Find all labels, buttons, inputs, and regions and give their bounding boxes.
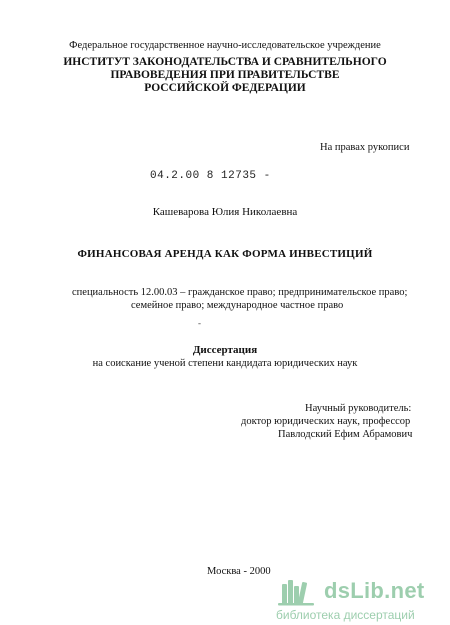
supervisor-degree: доктор юридических наук, профессор (241, 416, 411, 427)
place-and-year: Москва - 2000 (207, 566, 271, 577)
supervisor-label: Научный руководитель: (305, 403, 412, 414)
specialty-mark: - (198, 318, 201, 328)
registry-stamp: 04.2.00 8 12735 - (150, 170, 271, 182)
specialty-line-2: семейное право; международное частное право (131, 300, 344, 311)
institute-name-line-2: ПРАВОВЕДЕНИЯ ПРИ ПРАВИТЕЛЬСТВЕ (110, 69, 340, 81)
dissertation-heading: Диссертация (192, 344, 258, 356)
dissertation-subtitle: на соискание ученой степени кандидата юридических наук (92, 358, 358, 369)
watermark-logo: dsLib.net (324, 578, 425, 603)
dissertation-title: ФИНАНСОВАЯ АРЕНДА КАК ФОРМА ИНВЕСТИЦИЙ (77, 248, 373, 260)
books-icon (276, 576, 324, 606)
manuscript-rights-note: На правах рукописи (320, 142, 410, 153)
supervisor-name: Павлодский Ефим Абрамович (278, 429, 413, 440)
organization-name: Федеральное государственное научно-исследовательское учреждение (69, 40, 381, 51)
institute-name-line-3: РОССИЙСКОЙ ФЕДЕРАЦИИ (144, 82, 306, 94)
watermark-subtitle: библиотека диссертаций (276, 608, 415, 622)
specialty-line-1: специальность 12.00.03 – гражданское право; предпринимательское право; (72, 287, 408, 298)
author-name: Кашеварова Юлия Николаевна (152, 206, 298, 218)
institute-name-line-1: ИНСТИТУТ ЗАКОНОДАТЕЛЬСТВА И СРАВНИТЕЛЬНОГО (63, 56, 387, 68)
dslib-watermark[interactable] (276, 574, 446, 620)
